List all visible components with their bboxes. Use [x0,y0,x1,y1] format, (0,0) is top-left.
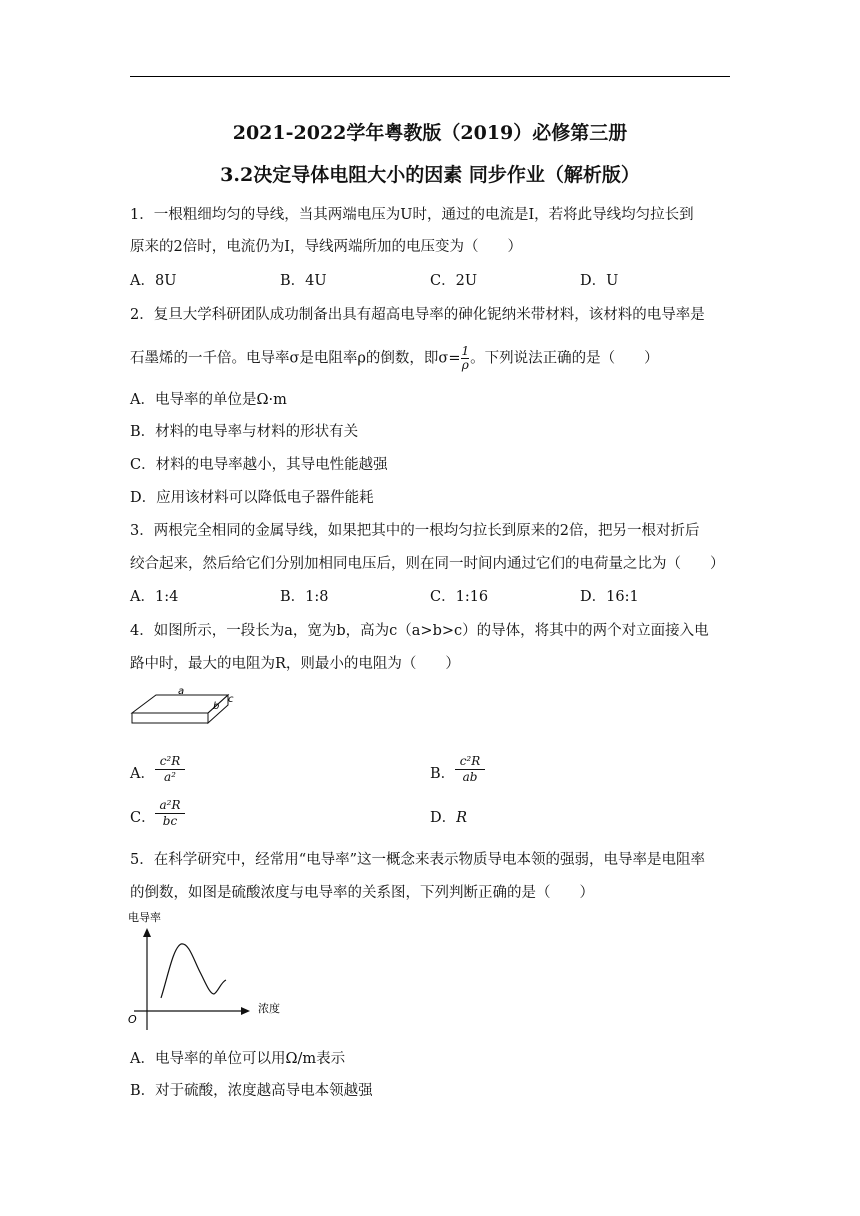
q5-stem-line2: 的倒数，如图是硫酸浓度与电导率的关系图，下列判断正确的是（ ） [130,885,594,901]
q1-stem-line1: 1．一根粗细均匀的导线，当其两端电压为U时，通过的电流是I，若将此导线均匀拉长到 [130,207,694,223]
q5-graph-x-arrow [241,1007,250,1015]
q3-option-d: D．16:1 [580,589,639,605]
q4-option-a-label: A． [130,766,155,782]
q5-option-a: A．电导率的单位可以用Ω/m表示 [130,1051,346,1067]
q5-stem-line1: 5．在科学研究中，经常用“电导率”这一概念来表示物质导电本领的强弱，电导率是电阻率 [130,852,706,868]
q5-graph-curve [161,944,226,998]
q2-stem-line2-text: 石墨烯的一千倍。电导率σ是电阻率ρ的倒数，即σ= [130,350,461,367]
header-rule [130,76,730,77]
q2-stem-line2 [130,345,659,372]
q2-stem-line2-tail: 。下列说法正确的是（ ） [470,350,659,367]
q5-graph-xlabel: 浓度 [258,1002,280,1015]
q4-option-b-numerator: c²R [459,754,481,768]
q2-option-a: A．电导率的单位是Ω·m [130,392,287,408]
q3-option-a: A．1:4 [130,589,179,605]
q1-option-c: C．2U [430,273,478,289]
q2-fraction-denominator: ρ [461,358,469,372]
q1-stem-line2: 原来的2倍时，电流仍为I，导线两端所加的电压变为（ ） [130,239,522,255]
q1-option-b: B．4U [280,273,327,289]
q4-option-a-denominator: a² [155,769,185,784]
q4-stem-line2: 路中时，最大的电阻为R，则最小的电阻为（ ） [130,656,460,672]
page-subtitle: 3.2决定导体电阻大小的因素 同步作业（解析版） [220,164,640,186]
q5-graph-ylabel: 电导率 [128,911,161,924]
q5-graph-y-arrow [143,928,151,937]
q3-stem-line1: 3．两根完全相同的金属导线，如果把其中的一根均匀拉长到原来的2倍，把另一根对折后 [130,523,700,539]
q4-option-c-label: C． [130,810,156,826]
q4-option-b-label: B． [430,766,456,782]
q2-stem-line1: 2．复旦大学科研团队成功制备出具有超高电导率的砷化铌纳米带材料，该材料的电导率是 [130,307,705,323]
q1-option-d: D．U [580,273,619,289]
q4-option-c-numerator: a²R [159,798,181,812]
q4-option-a-fraction [155,754,185,785]
q1-option-a: A．8U [130,273,177,289]
q3-option-b: B．1:8 [280,589,329,605]
q2-option-d: D．应用该材料可以降低电子器件能耗 [130,490,374,506]
q4-option-d-value: R [456,810,468,826]
q2-fraction-numerator: 1 [461,344,470,358]
q5-conductivity-graph [126,906,296,1034]
q2-fraction [461,345,469,372]
q4-option-a-numerator: c²R [159,754,181,768]
q4-option-d-label: D． [430,810,457,826]
q4-label-c: c [228,694,234,705]
q4-option-c-fraction [155,798,185,829]
q5-option-b: B．对于硫酸，浓度越高导电本领越强 [130,1083,373,1099]
q4-option-b-fraction [455,754,485,785]
q4-label-a: a [178,686,185,697]
q4-option-b-denominator: ab [455,769,485,784]
q4-cuboid-figure [128,685,238,735]
q2-option-b: B．材料的电导率与材料的形状有关 [130,424,359,440]
q4-stem-line1: 4．如图所示，一段长为a，宽为b，高为c（a>b>c）的导体，将其中的两个对立面接入电 [130,623,709,639]
q4-option-d [430,806,467,827]
q3-option-c: C．1:16 [430,589,489,605]
q3-stem-line2: 绞合起来，然后给它们分别加相同电压后，则在同一时间内通过它们的电荷量之比为（ ） [130,556,725,572]
q4-label-b: b [213,701,220,712]
q4-option-c-denominator: bc [155,813,185,828]
q5-graph-origin: O [128,1013,137,1026]
page-title: 2021-2022学年粤教版（2019）必修第三册 [232,122,628,144]
q2-option-c: C．材料的电导率越小，其导电性能越强 [130,457,388,473]
